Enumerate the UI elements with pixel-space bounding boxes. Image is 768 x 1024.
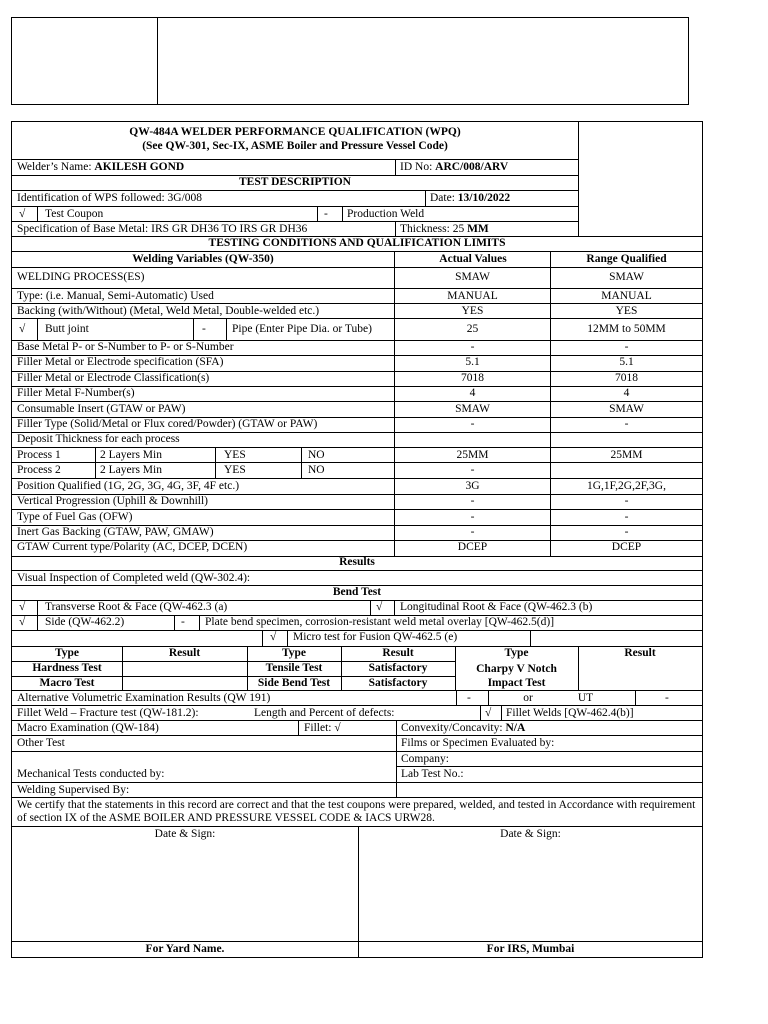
type-header-3: Type	[504, 647, 529, 659]
test-coupon-check: √	[19, 208, 26, 220]
visual-inspection: Visual Inspection of Completed weld (QW-302.4):	[17, 572, 251, 584]
filler-type-label: Filler Type (Solid/Metal or Flux cored/Powder) (GTAW or PAW)	[17, 418, 318, 430]
other-test-label: Other Test	[17, 737, 65, 749]
test-description-heading: TEST DESCRIPTION	[239, 176, 351, 188]
insert-actual: SMAW	[455, 403, 490, 415]
side-label: Side (QW-462.2)	[45, 616, 125, 628]
backing-actual: YES	[461, 305, 484, 317]
alt-vol-label: Alternative Volumetric Examination Results (QW 191)	[17, 692, 271, 704]
filler-type-actual: -	[470, 418, 475, 430]
testing-conditions-heading: TESTING CONDITIONS AND QUALIFICATION LIMITS	[208, 237, 506, 249]
pipe-range: 12MM to 50MM	[587, 323, 666, 335]
length-percent-label: Length and Percent of defects:	[254, 707, 395, 719]
plate-bend-label: Plate bend specimen, corrosion-resistant weld metal overlay [QW-462.5(d)]	[205, 616, 555, 628]
type-actual: MANUAL	[447, 290, 498, 302]
process2-layers: 2 Layers Min	[100, 464, 162, 476]
bend-test-heading: Bend Test	[332, 586, 382, 598]
col-range-header: Range Qualified	[586, 253, 667, 265]
header-box-divider	[157, 18, 158, 104]
tensile-test: Tensile Test	[265, 662, 323, 674]
convexity-value: N/A	[505, 722, 526, 734]
macro-test: Macro Test	[39, 677, 95, 689]
supervised-label: Welding Supervised By:	[17, 784, 130, 796]
type-range: MANUAL	[601, 290, 652, 302]
fillet-fracture-label: Fillet Weld – Fracture test (QW-181.2):	[17, 707, 199, 719]
process2-actual: -	[470, 464, 475, 476]
process1-actual: 25MM	[456, 449, 489, 461]
convexity-label: Convexity/Concavity:	[401, 722, 503, 734]
results-heading: Results	[339, 556, 375, 568]
classification-range: 7018	[615, 372, 638, 384]
position-range: 1G,1F,2G,2F,3G,	[587, 480, 666, 492]
side-check: √	[19, 616, 26, 628]
backing-range: YES	[615, 305, 638, 317]
id-label: ID No:	[400, 161, 433, 173]
convexity-row	[398, 722, 698, 735]
classification-label: Filler Metal or Electrode Classification(s)	[17, 372, 210, 384]
vertical-label: Vertical Progression (Uphill & Downhill)	[17, 495, 209, 507]
certification-text: We certify that the statements in this record are correct and that the test coupons were prepared, welded, and tested in Accordance with requirement of section IX of the ASME BOILER AND PRESSURE VESSEL CODE & IACS URW28.	[17, 799, 696, 824]
butt-joint-check: √	[19, 323, 26, 335]
result-header-1: Result	[168, 647, 201, 659]
test-coupon-label: Test Coupon	[45, 208, 104, 220]
micro-label: Micro test for Fusion QW-462.5 (e)	[293, 631, 458, 643]
type-label: Type: (i.e. Manual, Semi-Automatic) Used	[17, 290, 214, 302]
pipe-dash: -	[202, 323, 206, 335]
process1-yes: YES	[224, 449, 246, 461]
base-p-label: Base Metal P- or S-Number to P- or S-Number	[17, 341, 234, 353]
longitudinal-label: Longitudinal Root & Face (QW-462.3 (b)	[400, 601, 593, 613]
sfa-label: Filler Metal or Electrode specification (SFA)	[17, 356, 224, 368]
id-row	[397, 161, 577, 174]
col-variables-header: Welding Variables (QW-350)	[132, 253, 274, 265]
welding-process-actual: SMAW	[455, 271, 490, 283]
welder-name-label: Welder’s Name:	[17, 161, 92, 173]
process1-label: Process 1	[17, 449, 61, 461]
charpy-line2: Impact Test	[487, 677, 546, 689]
company-label: Company:	[401, 753, 449, 765]
transverse-check: √	[19, 601, 26, 613]
process2-yes: YES	[224, 464, 246, 476]
plate-bend-dash: -	[181, 616, 185, 628]
process1-range: 25MM	[610, 449, 643, 461]
welding-process-range: SMAW	[609, 271, 644, 283]
backing-label: Backing (with/Without) (Metal, Weld Metal, Double-welded etc.)	[17, 305, 320, 317]
charpy-line1: Charpy V Notch	[476, 663, 557, 675]
inert-gas-label: Inert Gas Backing (GTAW, PAW, GMAW)	[17, 526, 214, 538]
welder-name-row	[14, 161, 394, 174]
fnumber-actual: 4	[469, 387, 476, 399]
mech-tests-label: Mechanical Tests conducted by:	[17, 768, 165, 780]
type-header-2: Type	[281, 647, 307, 659]
production-weld-dash: -	[324, 208, 328, 220]
current-actual: DCEP	[457, 541, 488, 553]
vertical-actual: -	[470, 495, 475, 507]
date-value: 13/10/2022	[457, 192, 511, 204]
base-metal-spec: Specification of Base Metal: IRS GR DH36 TO IRS GR DH36	[17, 223, 308, 235]
inert-gas-range: -	[624, 526, 629, 538]
films-label: Films or Specimen Evaluated by:	[401, 737, 555, 749]
side-bend-test: Side Bend Test	[257, 677, 331, 689]
base-p-actual: -	[470, 341, 475, 353]
sfa-range: 5.1	[619, 356, 634, 368]
classification-actual: 7018	[461, 372, 484, 384]
alt-vol-or: or	[523, 692, 533, 704]
thickness-row	[397, 223, 577, 236]
sfa-actual: 5.1	[465, 356, 480, 368]
butt-joint-label: Butt joint	[45, 323, 89, 335]
col-actual-header: Actual Values	[439, 253, 507, 265]
alt-vol-dash-2: -	[665, 692, 669, 704]
id-value: ARC/008/ARV	[435, 161, 509, 173]
position-actual: 3G	[465, 480, 480, 492]
fillet-welds-label: Fillet Welds [QW-462.4(b)]	[506, 707, 634, 719]
result-header-3: Result	[624, 647, 656, 659]
date-sign-left: Date & Sign:	[154, 828, 216, 840]
hardness-test: Hardness Test	[32, 662, 102, 674]
alt-vol-ut: UT	[577, 692, 594, 704]
position-label: Position Qualified (1G, 2G, 3G, 4G, 3F, 4F etc.)	[17, 480, 240, 492]
wpq-form	[11, 121, 703, 958]
thickness-unit: MM	[467, 223, 489, 235]
process1-layers: 2 Layers Min	[100, 449, 162, 461]
fnumber-label: Filler Metal F-Number(s)	[17, 387, 135, 399]
production-weld-label: Production Weld	[347, 208, 425, 220]
insert-range: SMAW	[609, 403, 644, 415]
fuel-gas-range: -	[624, 511, 629, 523]
welding-process-label: WELDING PROCESS(ES)	[17, 271, 145, 283]
lab-test-label: Lab Test No.:	[401, 768, 464, 780]
base-p-range: -	[624, 341, 629, 353]
date-row	[427, 192, 577, 205]
fuel-gas-actual: -	[470, 511, 475, 523]
deposit-label: Deposit Thickness for each process	[17, 433, 180, 445]
vertical-range: -	[624, 495, 629, 507]
process2-no: NO	[308, 464, 325, 476]
process1-no: NO	[308, 449, 325, 461]
form-title: QW-484A WELDER PERFORMANCE QUALIFICATION (WPQ)	[129, 126, 461, 138]
process2-label: Process 2	[17, 464, 61, 476]
fnumber-range: 4	[623, 387, 630, 399]
form-subtitle: (See QW-301, Sec-IX, ASME Boiler and Pressure Vessel Code)	[142, 140, 448, 152]
insert-label: Consumable Insert (GTAW or PAW)	[17, 403, 186, 415]
result-header-2: Result	[382, 647, 414, 659]
header-box	[11, 17, 689, 105]
alt-vol-dash: -	[467, 692, 471, 704]
filler-type-range: -	[624, 418, 629, 430]
for-irs-label: For IRS, Mumbai	[486, 943, 575, 955]
inert-gas-actual: -	[470, 526, 475, 538]
current-label: GTAW Current type/Polarity (AC, DCEP, DCEN)	[17, 541, 248, 553]
for-yard-label: For Yard Name.	[145, 943, 225, 955]
fillet-check-label: Fillet: √	[304, 722, 341, 734]
type-header-1: Type	[54, 647, 80, 659]
thickness-label: Thickness: 25	[400, 223, 465, 235]
wps-label: Identification of WPS followed: 3G/008	[17, 192, 203, 204]
welder-name-value: AKILESH GOND	[94, 161, 185, 173]
tensile-result: Satisfactory	[368, 662, 428, 674]
pipe-actual: 25	[466, 323, 479, 335]
fillet-welds-check: √	[485, 707, 492, 719]
current-range: DCEP	[611, 541, 642, 553]
micro-check: √	[270, 631, 277, 643]
transverse-label: Transverse Root & Face (QW-462.3 (a)	[45, 601, 228, 613]
date-label: Date:	[430, 192, 455, 204]
side-bend-result: Satisfactory	[368, 677, 428, 689]
macro-exam-label: Macro Examination (QW-184)	[17, 722, 159, 734]
fuel-gas-label: Type of Fuel Gas (OFW)	[17, 511, 133, 523]
longitudinal-check: √	[376, 601, 383, 613]
date-sign-right: Date & Sign:	[500, 828, 561, 840]
pipe-label: Pipe (Enter Pipe Dia. or Tube)	[232, 323, 372, 335]
